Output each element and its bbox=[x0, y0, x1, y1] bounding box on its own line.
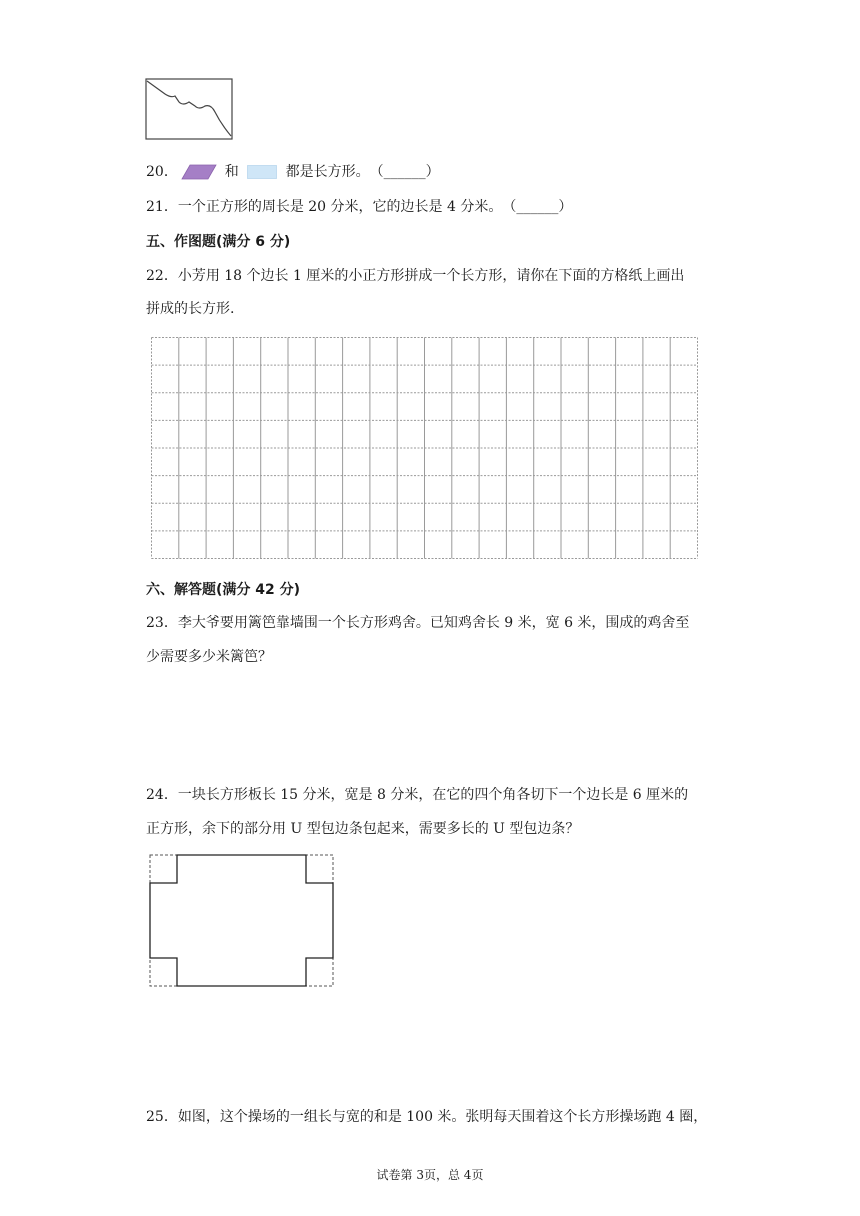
question-23-line-1: 23．李大爷要用篱笆靠墙围一个长方形鸡舍。已知鸡舍长 9 米，宽 6 米，围成的鸡舍至 bbox=[146, 615, 690, 631]
page-footer: 试卷第 3页，总 4页 bbox=[376, 1168, 484, 1182]
question-20-answer-blank[interactable]: （______） bbox=[369, 164, 440, 180]
section-6-title: 六、解答题(满分 42 分) bbox=[146, 582, 301, 598]
question-20-and: 和 bbox=[224, 164, 239, 180]
purple-parallelogram-icon bbox=[182, 165, 216, 179]
question-22-line-1: 22．小芳用 18 个边长 1 厘米的小正方形拼成一个长方形，请你在下面的方格纸上画出 bbox=[146, 268, 685, 284]
question-20-number: 20． bbox=[146, 164, 178, 180]
question-23-line-2: 少需要多少米篱笆？ bbox=[146, 649, 272, 665]
question-21 bbox=[146, 197, 572, 217]
section-5-title: 五、作图题(满分 6 分) bbox=[146, 234, 291, 250]
question-20 bbox=[146, 162, 440, 182]
question-22-line-2: 拼成的长方形. bbox=[146, 301, 235, 317]
question-24-line-2: 正方形，余下的部分用 U 型包边条包起来，需要多长的 U 型包边条？ bbox=[146, 821, 580, 837]
question-21-answer-blank[interactable]: （______） bbox=[502, 199, 573, 215]
light-blue-rectangle-icon bbox=[247, 165, 277, 179]
question-24-line-1: 24．一块长方形板长 15 分米，宽是 8 分米，在它的四个角各切下一个边长是 6 厘米的 bbox=[146, 787, 689, 803]
question-25-line-1: 25．如图，这个操场的一组长与宽的和是 100 米。张明每天围着这个长方形操场跑 4 圈， bbox=[146, 1109, 708, 1125]
wavy-line-rectangle-figure bbox=[145, 78, 233, 140]
question-21-text: 21．一个正方形的周长是 20 分米，它的边长是 4 分米。 bbox=[146, 199, 503, 215]
drawing-grid-paper[interactable] bbox=[151, 337, 698, 559]
cut-corner-rectangle-figure bbox=[149, 854, 335, 988]
question-20-text: 都是长方形。 bbox=[285, 164, 370, 180]
